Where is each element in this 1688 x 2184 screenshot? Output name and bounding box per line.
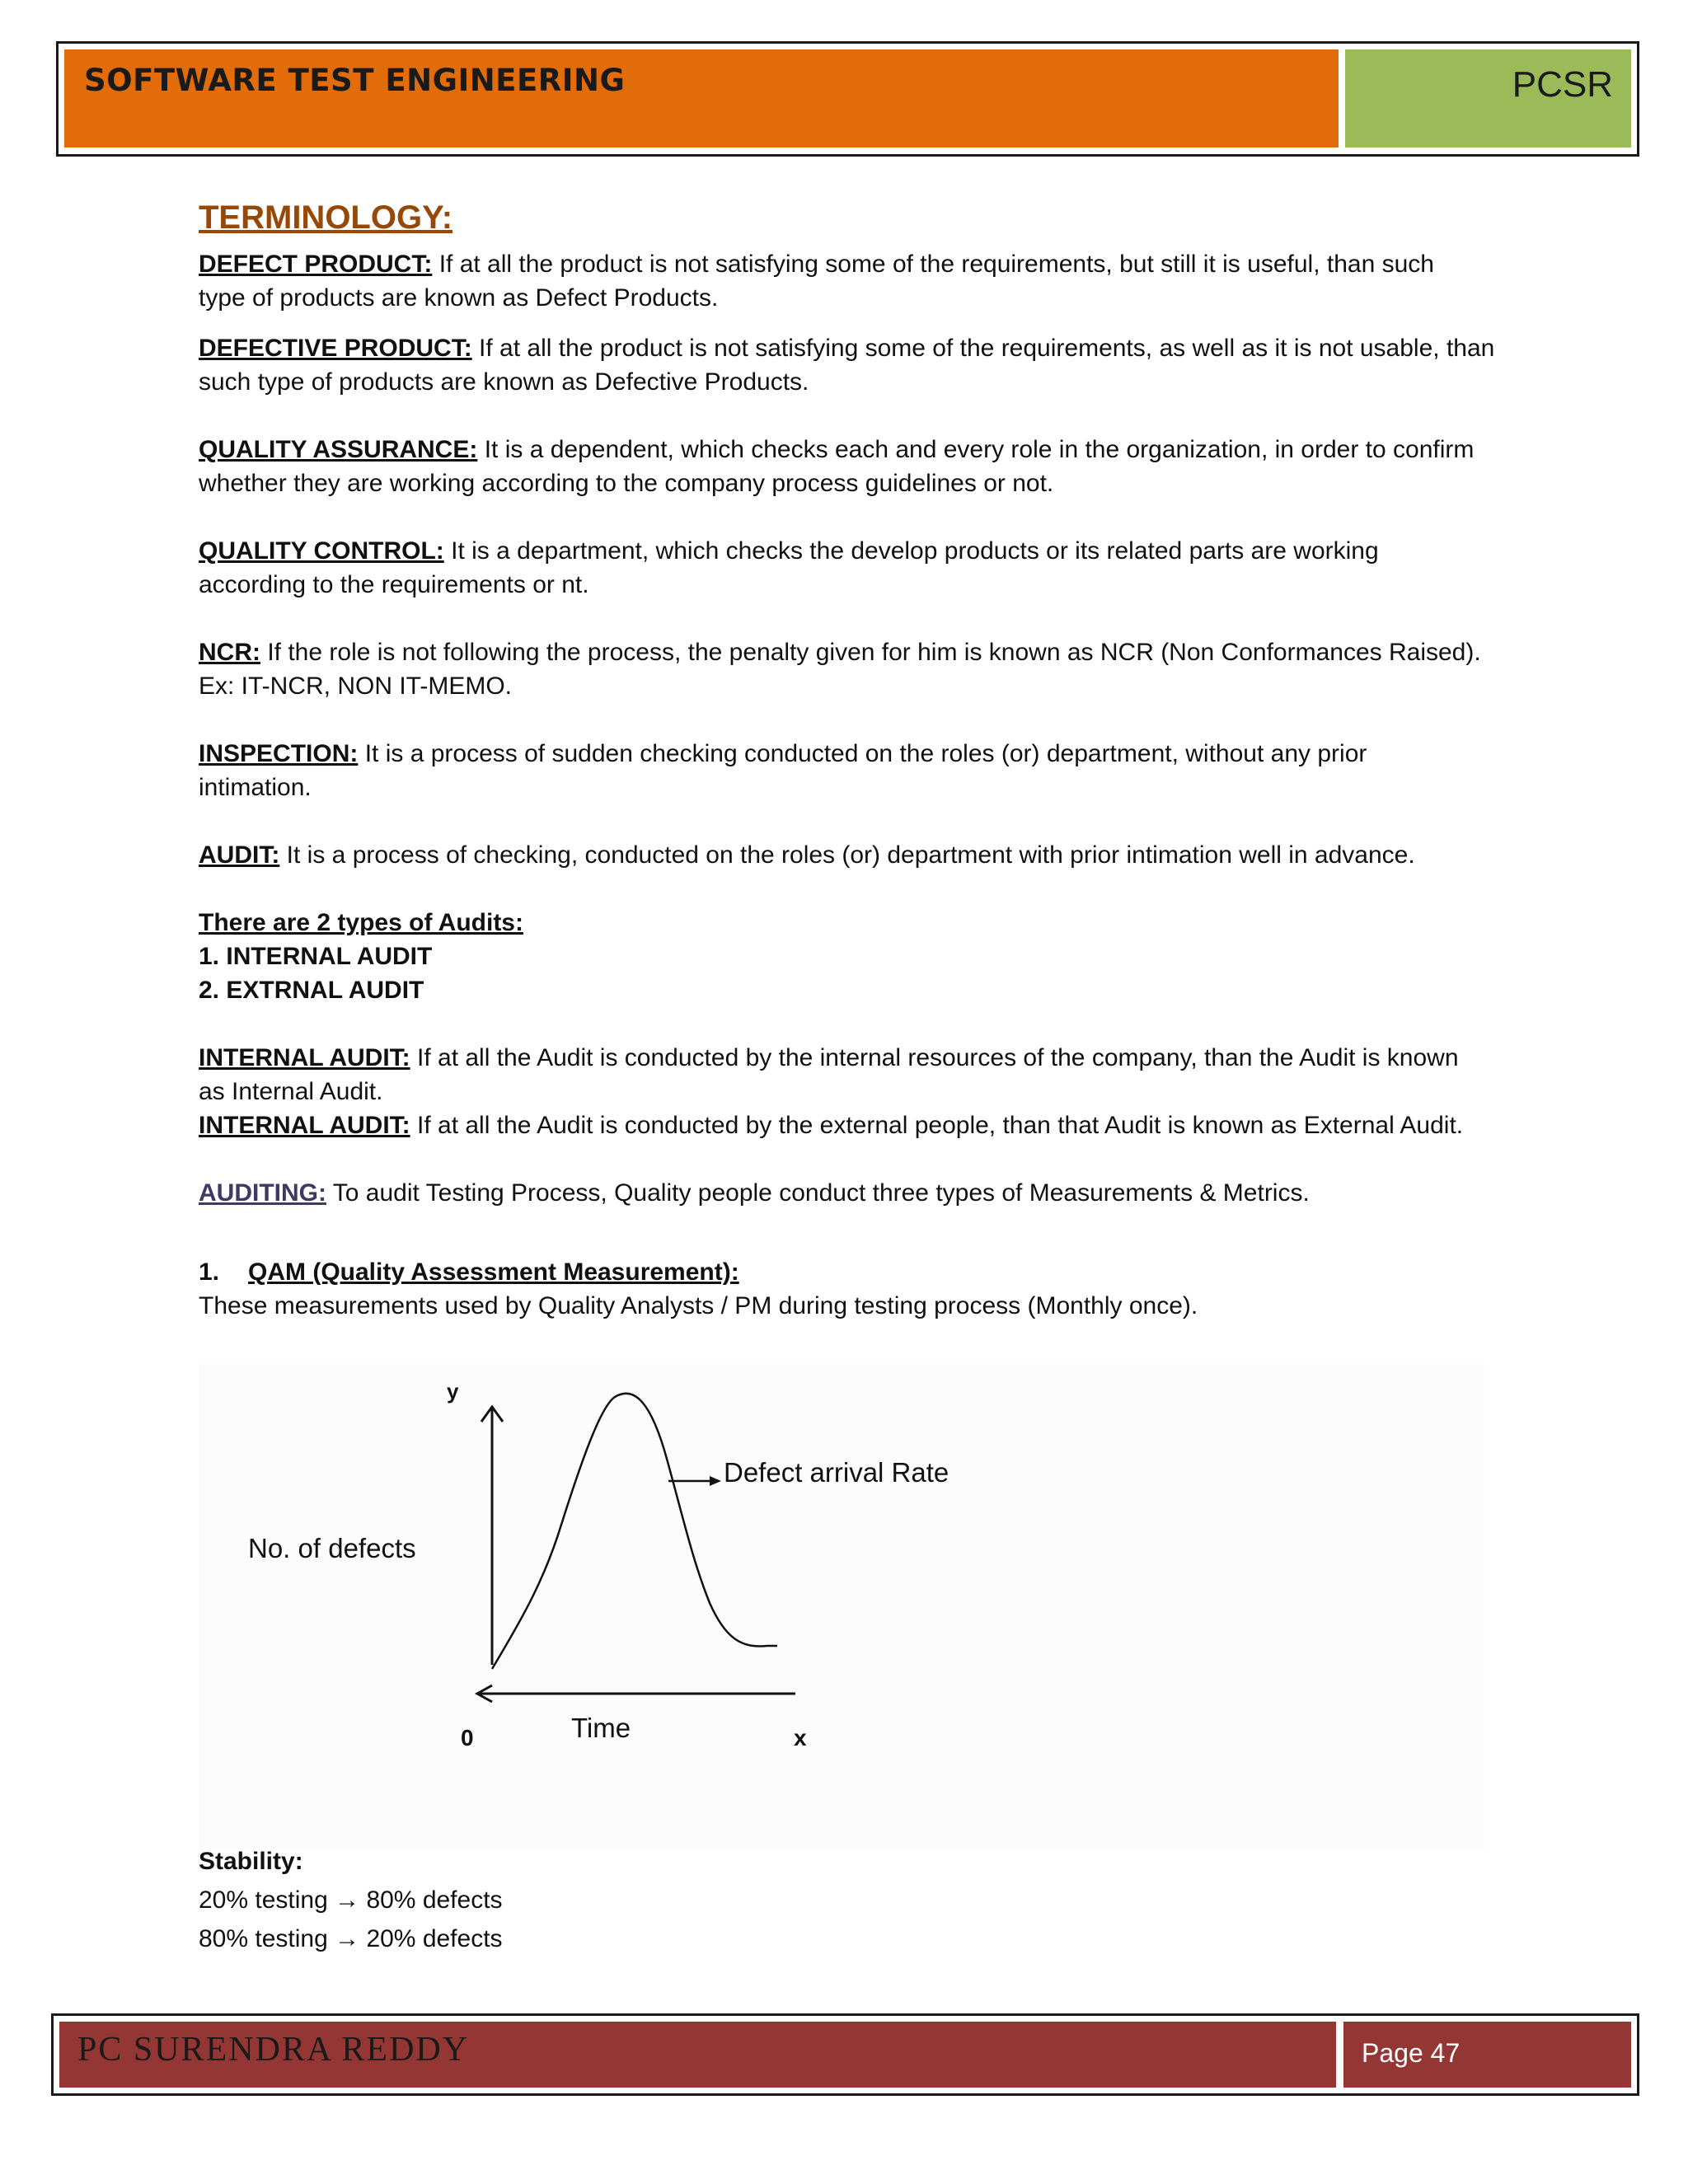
defect-arrival-figure xyxy=(199,1364,1484,1850)
defect-arrival-curve xyxy=(492,1394,777,1669)
definition-text: It is a department, which checks the develop products or its related parts are working xyxy=(451,537,1379,565)
x-axis-letter: x xyxy=(794,1725,807,1750)
definition-text: If at all the Audit is conducted by the internal resources of the company, than the Audit is known xyxy=(417,1044,1459,1071)
definition-term: DEFECT PRODUCT: xyxy=(199,251,433,278)
audit-types-heading: There are 2 types of Audits: xyxy=(199,909,523,936)
definition-text: intimation. xyxy=(199,774,312,801)
definition-text: If the role is not following the process, the penalty given for him is known as NCR (Non Conformances Raised). xyxy=(267,639,1481,666)
definition-term: QUALITY CONTROL: xyxy=(199,537,444,565)
definition-text: It is a dependent, which checks each and every role in the organization, in order to confirm xyxy=(484,436,1475,463)
qam-text: These measurements used by Quality Analysts / PM during testing process (Monthly once). xyxy=(199,1292,1198,1319)
defect-arrival-graph xyxy=(199,1364,1484,1850)
definition-defective-product xyxy=(199,331,1517,399)
origin-label: 0 xyxy=(461,1725,474,1750)
page-number: Page 47 xyxy=(1362,2038,1461,2068)
footer-page-band xyxy=(1343,2022,1631,2088)
definition-audit xyxy=(199,838,1517,872)
definition-auditing xyxy=(199,1176,1517,1210)
definition-text: To audit Testing Process, Quality people conduct three types of Measurements & Metrics. xyxy=(332,1179,1310,1207)
definition-inspection xyxy=(199,737,1517,804)
definition-term: AUDIT: xyxy=(199,841,280,869)
definition-text: It is a process of checking, conducted on the roles (or) department with prior intimation well in advance. xyxy=(286,841,1415,869)
definition-quality-control xyxy=(199,534,1517,602)
header-code: PCSR xyxy=(1512,64,1613,105)
definition-text: If at all the product is not satisfying some of the requirements, as well as it is not usable, than xyxy=(479,335,1495,362)
header-title-band xyxy=(64,49,1339,148)
audit-types xyxy=(199,906,1517,1007)
definition-term: QUALITY ASSURANCE: xyxy=(199,436,478,463)
qam-section xyxy=(199,1255,1517,1323)
footer-author: PC SURENDRA REDDY xyxy=(77,2031,470,2069)
stability-heading: Stability: xyxy=(199,1848,303,1875)
curve-pointer-arrowhead xyxy=(710,1476,721,1486)
stability-section xyxy=(199,1842,503,1958)
definition-ncr xyxy=(199,635,1517,703)
definition-defect-product xyxy=(199,247,1517,315)
footer-author-band xyxy=(59,2022,1336,2088)
y-axis-label: No. of defects xyxy=(248,1533,416,1563)
curve-label: Defect arrival Rate xyxy=(724,1457,950,1488)
definition-text: If at all the product is not satisfying some of the requirements, but still it is useful, than such xyxy=(438,251,1434,278)
definition-term: DEFECTIVE PRODUCT: xyxy=(199,335,472,362)
qam-number: 1. xyxy=(199,1258,220,1286)
definition-text: type of products are known as Defect Products. xyxy=(199,284,719,312)
definition-quality-assurance xyxy=(199,433,1517,500)
definition-text: according to the requirements or nt. xyxy=(199,571,589,598)
definition-text: If at all the Audit is conducted by the external people, than that Audit is known as External Audit. xyxy=(417,1112,1464,1139)
definition-text: such type of products are known as Defective Products. xyxy=(199,368,809,396)
definition-text: It is a process of sudden checking conducted on the roles (or) department, without any prior xyxy=(364,740,1367,767)
definition-term: INSPECTION: xyxy=(199,740,359,767)
audit-type-item: 2. EXTRNAL AUDIT xyxy=(199,977,424,1004)
page-content xyxy=(199,198,1517,1323)
stability-line: 20% testing → 80% defects xyxy=(199,1886,503,1914)
header-title: SOFTWARE TEST ENGINEERING xyxy=(84,63,626,98)
definition-text: as Internal Audit. xyxy=(199,1078,383,1105)
definition-term: INTERNAL AUDIT: xyxy=(199,1044,410,1071)
header-code-band xyxy=(1345,49,1631,148)
definition-term: AUDITING: xyxy=(199,1179,326,1207)
y-axis-letter: y xyxy=(447,1379,459,1404)
definition-text: whether they are working according to the company process guidelines or not. xyxy=(199,470,1054,497)
x-axis-label: Time xyxy=(571,1713,631,1743)
definition-text: Ex: IT-NCR, NON IT-MEMO. xyxy=(199,673,512,700)
definition-term: INTERNAL AUDIT: xyxy=(199,1112,410,1139)
stability-line: 80% testing → 20% defects xyxy=(199,1925,503,1952)
audit-type-item: 1. INTERNAL AUDIT xyxy=(199,943,433,970)
qam-heading: QAM (Quality Assessment Measurement): xyxy=(248,1258,739,1286)
section-title: TERMINOLOGY: xyxy=(199,199,453,236)
definition-term: NCR: xyxy=(199,639,260,666)
definition-internal-audit xyxy=(199,1041,1517,1142)
